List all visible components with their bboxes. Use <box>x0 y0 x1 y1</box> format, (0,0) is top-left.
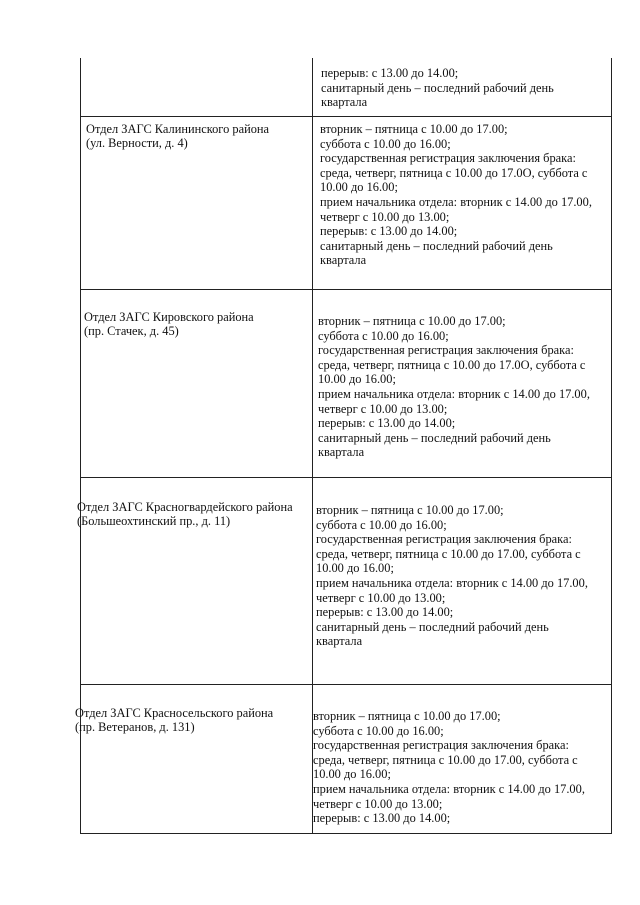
schedule-line: перерыв: с 13.00 до 14.00; <box>321 66 459 80</box>
schedule-line: среда, четверг, пятница с 10.00 до 17.00, суббота с <box>313 752 578 767</box>
schedule-line: государственная регистрация заключения брака: <box>316 532 572 547</box>
schedule-line: квартала <box>321 95 368 110</box>
schedule-line: санитарный день – последний рабочий день <box>318 430 551 445</box>
schedule-line: среда, четверг, пятница с 10.00 до 17.00, суббота с <box>316 546 581 561</box>
schedule-line: квартала <box>318 445 365 460</box>
schedule-line: суббота с 10.00 до 16.00; <box>316 517 447 532</box>
schedule-line: вторник – пятница с 10.00 до 17.00; <box>318 314 506 328</box>
schedule-cell <box>318 314 590 460</box>
schedule-cell <box>316 503 588 649</box>
schedule-line: вторник – пятница с 10.00 до 17.00; <box>320 122 508 136</box>
schedule-line: перерыв: с 13.00 до 14.00; <box>313 811 451 826</box>
schedule-line: перерыв: с 13.00 до 14.00; <box>318 416 456 431</box>
schedule-line: прием начальника отдела: вторник с 14.00 до 17.00, <box>313 781 585 796</box>
office-cell <box>86 122 269 150</box>
office-address: (ул. Верности, д. 4) <box>86 136 188 151</box>
schedule-line: 10.00 до 16.00; <box>313 767 391 782</box>
office-address: (пр. Ветеранов, д. 131) <box>75 720 195 735</box>
schedule-line: квартала <box>316 634 363 649</box>
schedule-line: квартала <box>320 253 367 268</box>
schedule-cell <box>320 122 592 268</box>
schedule-cell <box>313 709 585 826</box>
schedule-line: среда, четверг, пятница с 10.00 до 17.0О, суббота с <box>318 357 586 372</box>
schedule-line: прием начальника отдела: вторник с 14.00 до 17.00, <box>320 194 592 209</box>
schedule-line: 10.00 до 16.00; <box>318 372 396 387</box>
schedule-line: суббота с 10.00 до 16.00; <box>320 136 451 151</box>
row-divider <box>80 684 612 685</box>
schedule-line: государственная регистрация заключения брака: <box>320 151 576 166</box>
schedule-line: 10.00 до 16.00; <box>320 180 398 195</box>
office-name: Отдел ЗАГС Красносельского района <box>75 706 274 720</box>
table-border-right <box>611 58 612 834</box>
office-name: Отдел ЗАГС Калининского района <box>86 122 270 136</box>
schedule-line: 10.00 до 16.00; <box>316 561 394 576</box>
office-address: (пр. Стачек, д. 45) <box>84 324 179 339</box>
schedule-line: санитарный день – последний рабочий день <box>316 619 549 634</box>
schedule-line: суббота с 10.00 до 16.00; <box>318 328 449 343</box>
office-cell <box>75 706 273 734</box>
schedule-line: государственная регистрация заключения брака: <box>318 343 574 358</box>
schedule-cell <box>321 66 554 110</box>
schedule-line: прием начальника отдела: вторник с 14.00 до 17.00, <box>316 575 588 590</box>
schedule-line: четверг с 10.00 до 13.00; <box>320 209 450 224</box>
office-cell <box>84 310 254 338</box>
schedule-line: четверг с 10.00 до 13.00; <box>313 796 443 811</box>
schedule-line: четверг с 10.00 до 13.00; <box>316 590 446 605</box>
schedule-line: вторник – пятница с 10.00 до 17.00; <box>316 503 504 517</box>
schedule-line: санитарный день – последний рабочий день <box>320 238 553 253</box>
office-address: (Большеохтинский пр., д. 11) <box>77 514 231 529</box>
table-border-bottom <box>80 833 612 834</box>
office-cell <box>77 500 293 528</box>
row-divider <box>80 477 612 478</box>
schedule-line: четверг с 10.00 до 13.00; <box>318 401 448 416</box>
schedule-table <box>75 58 612 834</box>
office-name: Отдел ЗАГС Красногвардейского района <box>77 500 293 514</box>
schedule-line: санитарный день – последний рабочий день <box>321 80 554 95</box>
office-name: Отдел ЗАГС Кировского района <box>84 310 254 324</box>
row-divider <box>80 116 612 117</box>
schedule-line: среда, четверг, пятница с 10.00 до 17.0О, суббота с <box>320 165 588 180</box>
schedule-line: суббота с 10.00 до 16.00; <box>313 723 444 738</box>
row-divider <box>80 289 612 290</box>
schedule-line: перерыв: с 13.00 до 14.00; <box>316 605 454 620</box>
schedule-line: государственная регистрация заключения брака: <box>313 738 569 753</box>
schedule-line: перерыв: с 13.00 до 14.00; <box>320 224 458 239</box>
schedule-line: прием начальника отдела: вторник с 14.00 до 17.00, <box>318 386 590 401</box>
schedule-line: вторник – пятница с 10.00 до 17.00; <box>313 709 501 723</box>
